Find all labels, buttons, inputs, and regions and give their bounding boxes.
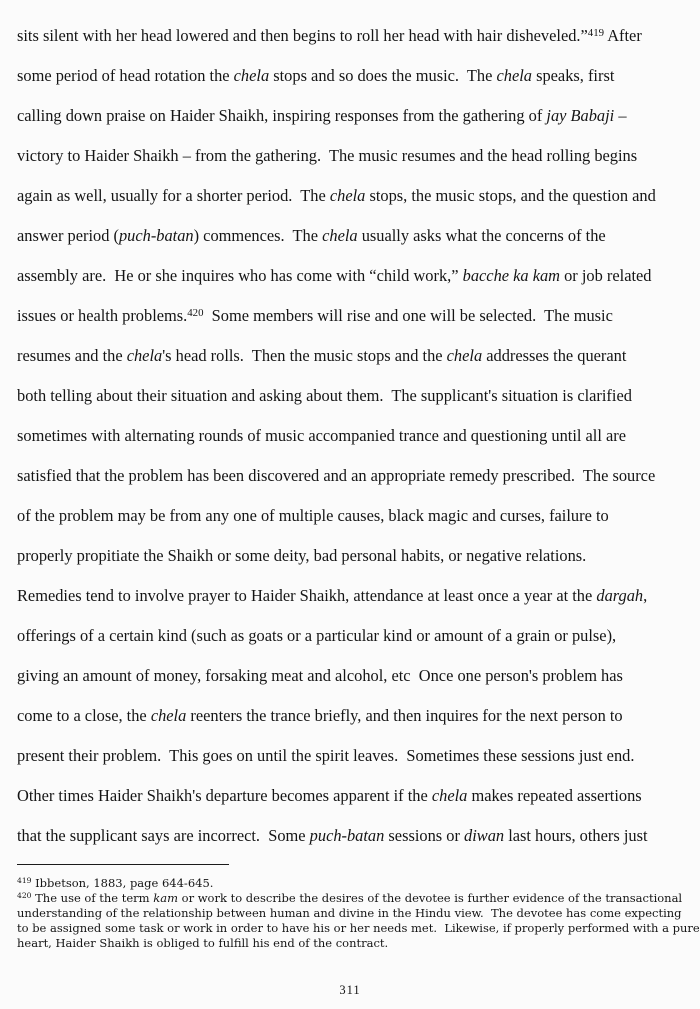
text-line: calling down praise on Haider Shaikh, inspiring responses from the gathering of jay Babaji – bbox=[17, 106, 627, 125]
text-line: $^{419}$ Ibbetson, 1883, page 644-645. bbox=[17, 876, 214, 890]
text-line: giving an amount of money, forsaking meat and alcohol, etc Once one person's problem has bbox=[17, 666, 623, 685]
text-line: resumes and the chela's head rolls. Then the music stops and the chela addresses the querant bbox=[17, 346, 627, 365]
text-line: satisfied that the problem has been discovered and an appropriate remedy prescribed. The source bbox=[17, 466, 656, 485]
text-line: sometimes with alternating rounds of music accompanied trance and questioning until all are bbox=[17, 426, 627, 445]
text-line: again as well, usually for a shorter period. The chela stops, the music stops, and the question and bbox=[17, 186, 656, 205]
body-text bbox=[17, 16, 695, 856]
text-line: answer period (puch-batan) commences. The chela usually asks what the concerns of the bbox=[17, 226, 606, 245]
footnote-separator bbox=[17, 864, 229, 865]
text-line: assembly are. He or she inquires who has come with “child work,” bacche ka kam or job related bbox=[17, 266, 652, 285]
text-line: some period of head rotation the chela stops and so does the music. The chela speaks, first bbox=[17, 66, 615, 85]
text-line: of the problem may be from any one of multiple causes, black magic and curses, failure to bbox=[17, 506, 609, 525]
text-line: Other times Haider Shaikh's departure becomes apparent if the chela makes repeated assertions bbox=[17, 786, 642, 805]
text-line: $^{420}$ The use of the term kam or work to describe the desires of the devotee is further evidence of the transactional bbox=[17, 891, 683, 905]
text-line: issues or health problems.$^{420}$ Some members will rise and one will be selected. The music bbox=[17, 306, 613, 325]
text-line: present their problem. This goes on until the spirit leaves. Sometimes these sessions just end. bbox=[17, 746, 635, 765]
text-line: Remedies tend to involve prayer to Haider Shaikh, attendance at least once a year at the dargah, bbox=[17, 586, 648, 605]
text-line: come to a close, the chela reenters the trance briefly, and then inquires for the next person to bbox=[17, 706, 623, 725]
text-line: both telling about their situation and asking about them. The supplicant's situation is clarified bbox=[17, 386, 632, 405]
footnotes bbox=[17, 876, 700, 951]
text-line: heart, Haider Shaikh is obliged to fulfill his end of the contract. bbox=[17, 936, 389, 950]
text-line: that the supplicant says are incorrect. Some puch-batan sessions or diwan last hours, others just bbox=[17, 826, 648, 845]
text-line: offerings of a certain kind (such as goats or a particular kind or amount of a grain or pulse), bbox=[17, 626, 617, 645]
text-line: sits silent with her head lowered and then begins to roll her head with hair disheveled.”$^{419}$ After bbox=[17, 26, 642, 45]
text-line: understanding of the relationship between human and divine in the Hindu view. The devotee has come expecting bbox=[17, 906, 682, 920]
page-number: 311 bbox=[339, 983, 361, 997]
text-line: victory to Haider Shaikh – from the gathering. The music resumes and the head rolling begins bbox=[17, 146, 638, 165]
text-line: to be assigned some task or work in order to have his or her needs met. Likewise, if properly performed with a pure bbox=[17, 921, 700, 935]
text-line: properly propitiate the Shaikh or some deity, bad personal habits, or negative relations. bbox=[17, 546, 587, 565]
